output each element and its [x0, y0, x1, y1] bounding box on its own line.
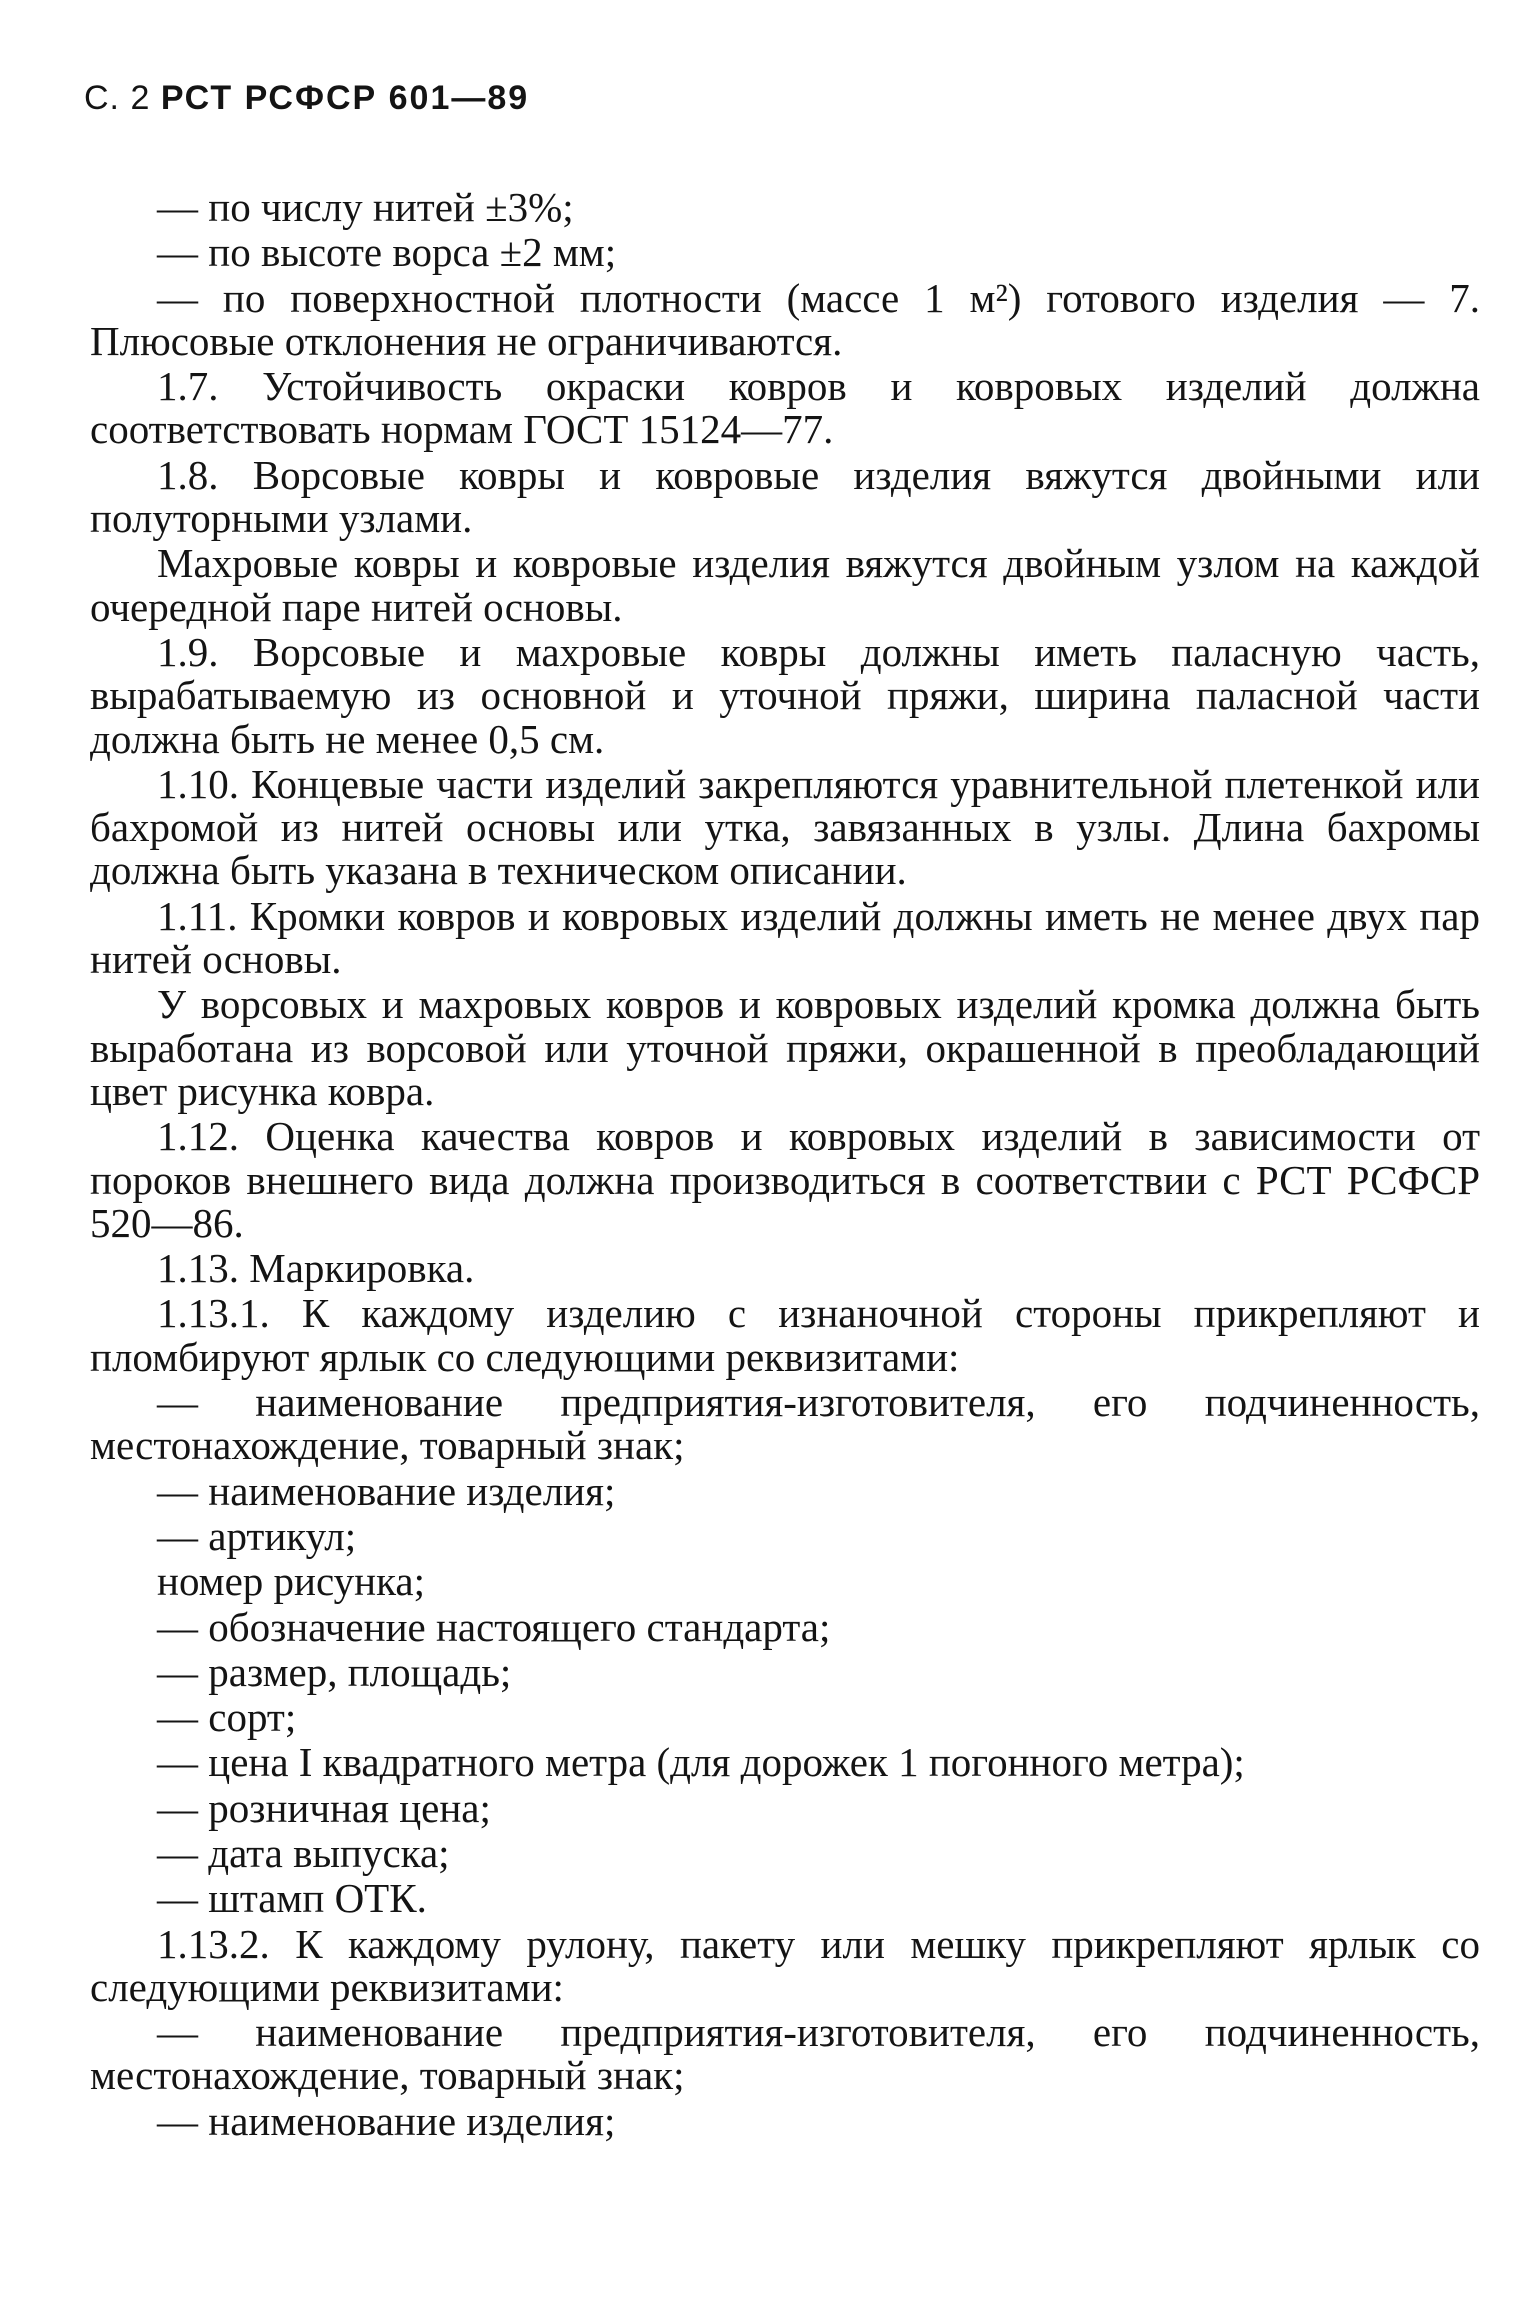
paragraph-tolerance-threads: — по числу нитей ±3%;	[157, 184, 574, 230]
list-item-grade: — сорт;	[157, 1694, 297, 1741]
paragraph-edge: У ворсовых и махровых ковров и ковровых изделий кромка должна быть выработана из ворсовой или уточной пряжи, окрашенной в преобладающий цвет рисунка ковра.	[90, 981, 1480, 1114]
page-header	[84, 78, 529, 118]
list-item-size-area: — размер, площадь;	[157, 1648, 512, 1695]
paragraph-1-13: 1.13. Маркировка.	[157, 1245, 475, 1292]
paragraph-terry-knots: Махровые ковры и ковровые изделия вяжутся двойным узлом на каждой очередной паре нитей основы.	[90, 540, 1480, 630]
standard-code: РСТ РСФСР 601—89	[160, 79, 530, 117]
list-item-product-name: — наименование изделия;	[157, 1467, 616, 1514]
document-body	[90, 186, 1480, 2145]
paragraph-1-9: 1.9. Ворсовые и махровые ковры должны иметь паласную часть, вырабатываемую из основной и уточной пряжи, ширина паласной части должна быть не менее 0,5 см.	[90, 628, 1480, 762]
paragraph-1-11: 1.11. Кромки ковров и ковровых изделий должны иметь не менее двух пар нитей основы.	[90, 892, 1480, 983]
paragraph-tolerance-pile-height: — по высоте ворса ±2 мм;	[157, 229, 617, 276]
list-item-pattern-number: номер рисунка;	[157, 1558, 425, 1605]
list-item-manufacturer: — наименование предприятия-изготовителя, его подчиненность, местонахождение, товарный знак;	[90, 1379, 1480, 1469]
paragraph-1-12: 1.12. Оценка качества ковров и ковровых изделий в зависимости от пороков внешнего вида должна производиться в соответствии с РСТ РСФСР 520—86.	[90, 1113, 1480, 1246]
list-item-product-name-2: — наименование изделия;	[157, 2097, 616, 2144]
paragraph-1-10: 1.10. Концевые части изделий закрепляются уравнительной плетенкой или бахромой из нитей основы или утка, завязанных в узлы. Длина бахромы должна быть указана в техническом описании.	[90, 760, 1480, 894]
paragraph-1-8: 1.8. Ворсовые ковры и ковровые изделия вяжутся двойными или полуторными узлами.	[90, 451, 1480, 542]
page-number: С. 2	[84, 79, 151, 117]
paragraph-1-7: 1.7. Устойчивость окраски ковров и ковровых изделий должна соответствовать нормам ГОСТ 15124—77.	[90, 363, 1480, 453]
list-item-standard-designation: — обозначение настоящего стандарта;	[157, 1603, 831, 1650]
list-item-manufacturer-2: — наименование предприятия-изготовителя, его подчиненность, местонахождение, товарный знак;	[90, 2009, 1480, 2099]
paragraph-1-13-1: 1.13.1. К каждому изделию с изнаночной стороны прикрепляют и пломбируют ярлык со следующими реквизитами:	[90, 1290, 1480, 1380]
list-item-release-date: — дата выпуска;	[157, 1829, 450, 1876]
list-item-otk-stamp: — штамп ОТК.	[157, 1875, 427, 1922]
list-item-price-per-meter: — цена I квадратного метра (для дорожек 1 погонного метра);	[157, 1739, 1245, 1786]
paragraph-tolerance-density: — по поверхностной плотности (массе 1 м²) готового изделия — 7. Плюсовые отклонения не ограничиваются.	[90, 274, 1480, 364]
list-item-retail-price: — розничная цена;	[157, 1784, 491, 1831]
list-item-article: — артикул;	[157, 1512, 357, 1559]
paragraph-1-13-2: 1.13.2. К каждому рулону, пакету или мешку прикрепляют ярлык со следующими реквизитами:	[90, 1920, 1480, 2010]
